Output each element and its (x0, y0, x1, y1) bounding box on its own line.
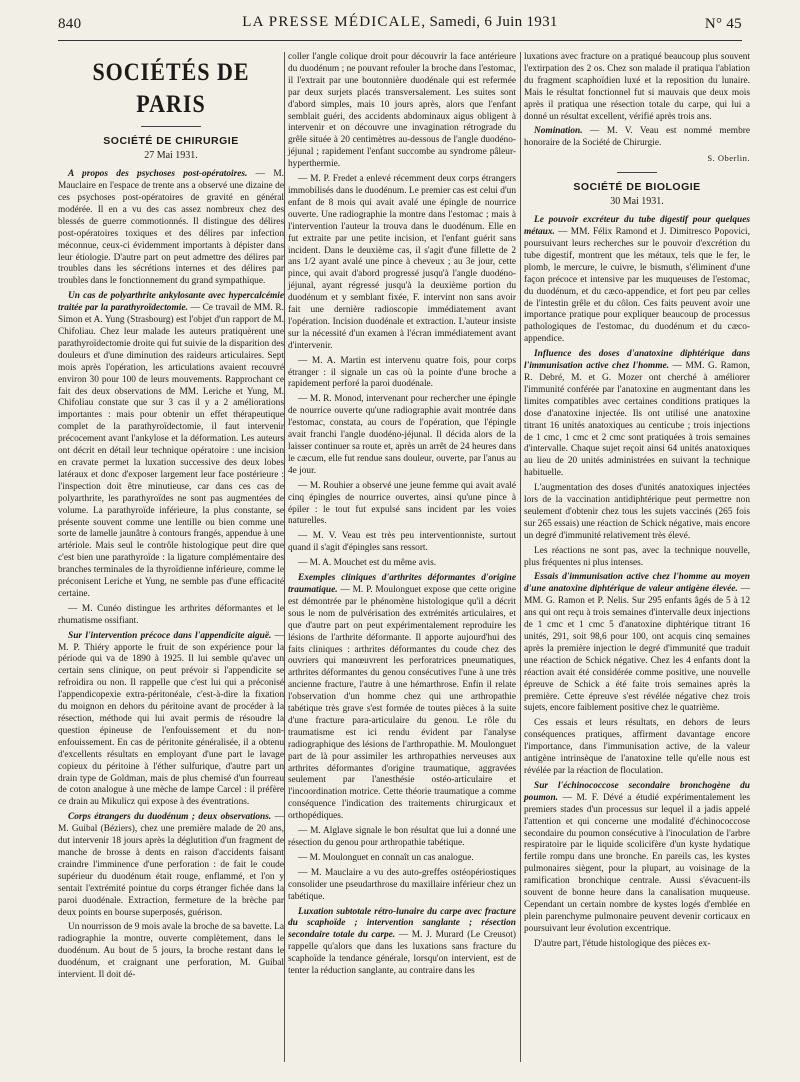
heading-rule (141, 126, 201, 127)
column-divider (284, 52, 285, 1062)
article-text: — M. V. Veau est nommé membre honoraire de la Société de Chirurgie. (524, 126, 750, 149)
article-paragraph: — M. Alglave signale le bon résultat que lui a donné une résection du genou pour arthropathie tabétique. (288, 826, 516, 848)
page-header (58, 14, 742, 36)
article-paragraph (524, 572, 750, 715)
article-paragraph: Un nourrisson de 9 mois avale la broche de sa bavette. La radiographie la montre, ouverte complètement, dans le duodénum. Au bout de 5 jours, la broche restant dans le duodénum, et craignant une perforation, M. Guibal intervient. Il doit dé- (58, 922, 284, 981)
article-text: — M. P. Thiéry apporte le fruit de son expérience pour la période qui va de 1890 à 1925. Il lui semble qu'avec un certain sens clinique, on peut prévoir si l'appendicite se refroidira ou non. Il rappelle que c'est lui qui a préconisé l'appendicopexie extra-péritonéale, c'est-à-dire la fixation du moignon en dehors du péritoine avant de procéder à la résection, méthode qui lui avait permis de résoudre la question épineuse de l'enfouissement et du non-enfouissement. En cas de péritonite généralisée, il a obtenu d'excellents résultats en employant d'une part le lavage copieux du péritoine à l'éther sulfurique, d'autre part un drain type de Goldman, mais de plus chemisé d'un fourreau de coton analogue à une mèche de lampe Carcel : il préfère ce drain au Mikulicz qui expose à des éventrations. (58, 630, 284, 808)
article-text: — M. F. Dévé a étudié expérimentalement les premiers stades d'un processus sur lequel il a jadis appelé l'attention et qui concerne une modalité d'échinococcose secondaire du poumon consécutive à l'inoculation de l'arbre respiratoire par le liquide scolicifère d'un kyste hydatique fertile rompu dans une bronche. En pareils cas, les kystes pulmonaires siègent, pour la plupart, au voisinage de la ramification bronchique centrale. Aussi s'évacuent-ils souvent de bonne heure dans la canalisation muqueuse. Cependant un certain nombre de kystes logés d'emblée en plein parenchyme pulmonaire peuvent devenir corticaux en poursuivant leur évolution excentrique. (524, 792, 750, 934)
issue-date: , Samedi, 6 Juin 1931 (421, 14, 558, 30)
column-1 (58, 52, 284, 985)
article-paragraph: Les réactions ne sont pas, avec la technique nouvelle, plus fréquentes ni plus intenses. (524, 545, 750, 568)
article-paragraph: — M. P. Fredet a enlevé récemment deux corps étrangers immobilisés dans le duodénum. Le premier cas est celui d'un enfant de 8 mois qui avait avalé une épingle de nourrice ouverte. Une radiographie la montre dans l'estomac ; mais à l'intervention l'auteur la trouva dans le duodénum. Elle en fut extraite par une petite incision, et l'enfant guérit sans incident. Dans le deuxième cas, il s'agit d'une fillette de 2 ans 1/2 ayant avalé une pince à cheveux ; au 3e jour, cette pince, qui avait d'abord progressé jusqu'à l'angle duodéno-jéjunal, ayant régressé jusqu'à la deuxième portion du duodénum et y semblant fixée, F. intervint non sans avoir fait une dernière radioscopie immédiatement avant l'opération. Incision duodénale et extraction. L'auteur insiste sur la nécessité d'un examen à l'écran immédiatement avant d'intervenir. (288, 174, 516, 351)
article-text: — M. Guibal (Béziers), chez une première malade de 20 ans, dut intervenir 18 jours après la déglutition d'un fragment de manche de brosse à dents en raison d'accidents faisant craindre l'imminence d'une perforation : de fait le coude supérieur du duodénum était rouge, enflammé, et l'on y sentait l'extrémité pointue du corps étranger fichée dans la paroi duodénale. Extraction, fermeture de la brèche par deux points en bourse superposés, guérison. (58, 812, 284, 918)
column-3 (524, 52, 750, 954)
article-paragraph (524, 215, 750, 346)
article-text: — MM. G. Ramon, R. Debré, M. et G. Mozer ont cherché à améliorer l'immunité conférée par l'anatoxine en augmentant dans les limites compatibles avec certaines conditions pratiques la dose d'anatoxine injectée. Ils ont utilisé une anatoxine titrant 16 unités anatoxiques au centicube ; trois injections de 1 cmc, 1 cmc et 2 cmc sont pratiquées à trois semaines d'intervalle. Chaque sujet reçoit ainsi 64 unités anatoxiques au lieu de 20 unités administrées en suivant la technique habituelle. (524, 361, 750, 479)
journal-title-line (58, 14, 742, 31)
issue-number: N° 45 (704, 16, 742, 32)
article-paragraph: — M. A. Mouchet est du même avis. (298, 558, 437, 569)
column-2 (288, 52, 516, 981)
article-text: — Ce travail de MM. R. Simon et A. Yung (Strasbourg) est l'objet d'un rapport de M. Chifoliau. Chez leur malade les auteurs pratiquèrent une parathyroïdectomie droite qui fut suivie de la disparition des douleurs et d'une diminution des raideurs articulaires. Sept mois après l'opération, les articulations avaient recouvré environ 30 pour 100 de leurs mouvements. Rapprochant ce fait des deux observations de MM. Leriche et Yung, M. Chifoliau constate que sur 3 cas il y a 2 améliorations importantes : mais pour obtenir un effet thérapeutique complet de la parathyroïdectomie, il faut intervenir précocement avant l'ankylose et la déformation. Les auteurs ont décrit en détail leur technique opératoire : une incision en cravate permet la luxation successive des deux lobes latéraux et donc d'exposer largement leur face postérieure : l'inspection doit être minutieuse, car dans ces cas de polyarthrite, les parathyroïdes ne sont pas augmentées de volume. La parathyroïde inférieure, la plus constante, se présente souvent comme une lentille ou bien comme une sorte de lamelle jaunâtre à contours frangés, appendue à une artériole. Mais seul le contrôle histologique peut dire que c'est bien une parathyroïde : la ligature complémentaire des branches terminales de la thyroïdienne inférieure, comme le préconisent Leriche et Yung, ne semble pas d'une efficacité certaine. (58, 303, 284, 599)
session-date: 30 Mai 1931. (610, 196, 664, 208)
article-paragraph (524, 781, 750, 936)
article-paragraph: L'augmentation des doses d'unités anatoxiques injectées lors de la vaccination antidiphtérique peut permettre non seulement d'obtenir chez tous les sujets vaccinés (265 fois sur 265 essais) une réaction de Schick négative, mais encore un degré d'immunité relativement très élevé. (524, 483, 750, 541)
article-title: Sur l'intervention précoce dans l'appendicite aiguë. (68, 630, 272, 641)
article-paragraph (58, 604, 284, 628)
article-title: A propos des psychoses post-opératoires. (68, 169, 248, 180)
article-paragraph: — M. Mauclaire a vu des auto-greffes ostéopériostiques consolider une pseudarthrose du maxillaire inférieur chez un tabétique. (288, 867, 516, 902)
article-paragraph: — M. Rouhier a observé une jeune femme qui avait avalé cinq épingles de nourrice ouvertes, ainsi qu'une pince à épiler : le tout fut expulsé sans incident par les voies naturelles. (288, 480, 516, 527)
section-separator (617, 172, 657, 173)
article-text: — MM. G. Ramon et P. Nelis. Sur 295 enfants âgés de 5 à 12 ans qui ont reçu à trois semaines d'intervalle deux injections de 1 cmc et 1 cmc 5 d'anatoxine diphtérique titrant 16 unités, 291, soit 98,6 pour 100, ont acquis cinq semaines après la première injection le degré d'immunité que traduit une réaction de Schick négative. Chez les 4 enfants dont la réaction avait été considérée comme positive, une nouvelle épreuve de Schick a été faite trois semaines après la première. Cette épreuve s'est révélée négative chez trois sujets, encore faiblement positive chez le quatrième. (524, 584, 750, 714)
society-name: SOCIÉTÉ DE BIOLOGIE (573, 181, 701, 194)
journal-name: LA PRESSE MÉDICALE (242, 14, 422, 30)
article-paragraph (58, 812, 284, 919)
article-text: — M. Cunéo distingue les arthrites déformantes et le rhumatisme ossifiant. (58, 603, 284, 626)
article-paragraph (524, 126, 750, 150)
article-paragraph (58, 291, 284, 601)
article-paragraph: — M. A. Martin est intervenu quatre fois, pour corps étranger : il signale un cas où la pointe d'une broche a rapidement perforé la paroi duodénale. (288, 355, 516, 390)
article-paragraph: luxations avec fracture on a pratiqué beaucoup plus souvent l'extirpation des 2 os. Chez son malade il pratiqua l'ablation du fragment scaphoïdien luxé et la reposition du lunaire. Mais le résultat fonctionnel fut si mauvais que deux mois après il pratiqua une résection totale du carpe, qui lui a donné un résultat excellent, vérifié après trois ans. (524, 52, 750, 122)
article-paragraph (288, 573, 516, 823)
article-paragraph: coller l'angle colique droit pour découvrir la face antérieure du duodénum ; ne pouvant refouler la broche dans l'estomac, il l'extrait par une boutonnière duodénale qui est refermée par deux surjets placés transversalement. Les suites sont d'abord simples, mais 10 jours après, alors que l'enfant semblait guéri, des accidents abdominaux aigus obligent à intervenir et on découvre une invagination rétrograde du grêle située à 20 centimètres au-dessous de l'angle duodéno-jéjunal ; rapidement l'enfant succombe au syndrome pâleur-hyperthermie. (288, 52, 516, 170)
article-paragraph: Ces essais et leurs résultats, en dehors de leurs conséquences pratiques, affirment davantage encore l'importance, dans l'immunisation active, de la valeur antigène intrinsèque de l'anatoxine telle qu'elle nous est révélée par la réaction de floculation. (524, 718, 750, 776)
article-paragraph (58, 169, 284, 288)
article-title: Le pouvoir excréteur du tube digestif pour quelques métaux. (524, 215, 750, 238)
article-paragraph: D'autre part, l'étude histologique des pièces ex- (534, 938, 711, 949)
article-title: Corps étrangers du duodénum ; deux observations. (68, 812, 272, 823)
article-paragraph: — M. R. Monod, intervenant pour rechercher une épingle de nourrice ouverte qu'une radiographie avait montrée dans l'estomac, constata, au cours de l'opération, que l'épingle avait franchi l'angle duodéno-jéjunal. Il décida alors de la laisser continuer sa route et, après un arrêt de 24 heures dans le cæcum, elle fut rendue sans douleur, ouverte, par l'anus au 4e jour. (288, 394, 516, 476)
article-title: Luxation subtotale rétro-lunaire du carpe avec fracture du scaphoïde ; intervention sanglante ; résection secondaire totale du carpe. (288, 906, 516, 941)
article-paragraph: — M. V. Veau est très peu interventionniste, surtout quand il s'agit d'épingles sans ressort. (288, 531, 516, 554)
article-text: — M. J. Murard (Le Creusot) rappelle qu'alors que dans les luxations sans fracture du scaphoïde la tendance générale, lorsqu'on intervient, est de tenter la réduction sanglante, au contraire dans les (288, 930, 516, 977)
article-title: Exemples cliniques d'arthrites déformantes d'origine traumatique. (288, 573, 516, 595)
article-paragraph (524, 349, 750, 480)
header-rule (58, 40, 742, 41)
session-date: 27 Mai 1931. (144, 150, 198, 162)
article-title: Nomination. (534, 126, 583, 137)
article-text: — MM. Félix Ramond et J. Dimitresco Popovici, poursuivant leurs recherches sur le pouvoir d'excrétion du tube digestif, montrent que les métaux, tels que le fer, le plomb, le mercure, le cuivre, le bismuth, s'éliminent d'une façon précoce et intensive par les muqueuses de l'estomac, du duodénum, et du cæco-appendice, et fort peu par celles de l'intestin grêle et du côlon. Ces faits peuvent avoir une importance pratique pour expliquer beaucoup de processus pathologiques de l'estomac, du duodénum et du cæco-appendice. (524, 227, 750, 345)
society-name: SOCIÉTÉ DE CHIRURGIE (103, 135, 239, 148)
signature: S. Oberlin. (707, 153, 750, 164)
article-paragraph (58, 631, 284, 810)
article-title: Un cas de polyarthrite ankylosante avec hypercalcémie traitée par la parathyroïdectomie. (58, 291, 284, 314)
section-heading: SOCIÉTÉS DE PARIS (92, 56, 250, 118)
article-paragraph: — M. Moulonguet en connaît un cas analogue. (298, 852, 474, 863)
article-title: Essais d'immunisation active chez l'homme au moyen d'une anatoxine diphtérique de valeur antigène élevée. (524, 572, 750, 595)
column-divider (520, 52, 521, 1062)
article-text: — M. Mauclaire en l'espace de trente ans a observé une dizaine de ces psychoses post-opératoires de gravité en général modérée. Il en a vu des cas assez nombreux chez des blessés de guerre commotionnés. Il distingue des délires post-opératoires toxiques et des délires par infection méconnue, ceux-ci évidemment importants à dépister dans leur étiologie. D'autre part on peut admettre des délires par troubles dans les sécrétions internes et des délires par troubles dans le fonctionnement du grand sympathique. (58, 169, 284, 287)
article-title: Influence des doses d'anatoxine diphtérique dans l'immunisation active chez l'homme. (524, 349, 750, 372)
article-title: Sur l'échinococcose secondaire bronchogène du poumon. (524, 780, 750, 803)
page-number: 840 (58, 16, 82, 32)
article-text: — M. P. Moulonguet expose que cette origine est démontrée par le phénomène histologique qu'il a décrit sous le nom de pulvérisation des extrémités articulaires, et que d'autre part on peut expérimentalement reproduire les lésions de l'arthrite déformante. Il apporte aujourd'hui des faits cliniques : arthrites déformantes du coude chez des ouvriers qui manœuvrent les perforatrices pneumatiques, arthrites déformantes du genou consécutives l'une à une très ancienne fracture, l'autre à une hémarthrose. Enfin il relate l'observation d'un homme chez qui une arthropathie tabétique très grave s'est formée de toutes pièces à la suite d'une fracture para-articulaire du genou. Le rôle du traumatisme est ici rendu évident par l'analyse radiographique des lésions de l'arthropathie. M. Moulonguet part de là pour assimiler les arthropathies nerveuses aux arthrites déformantes d'origine traumatique, aggravées seulement par l'anesthésie ostéo-articulaire et l'incoordination motrice. Cette théorie traumatique a comme conséquence l'indication des traitements chirurgicaux et orthopédiques. (288, 584, 516, 822)
article-paragraph (288, 907, 516, 978)
